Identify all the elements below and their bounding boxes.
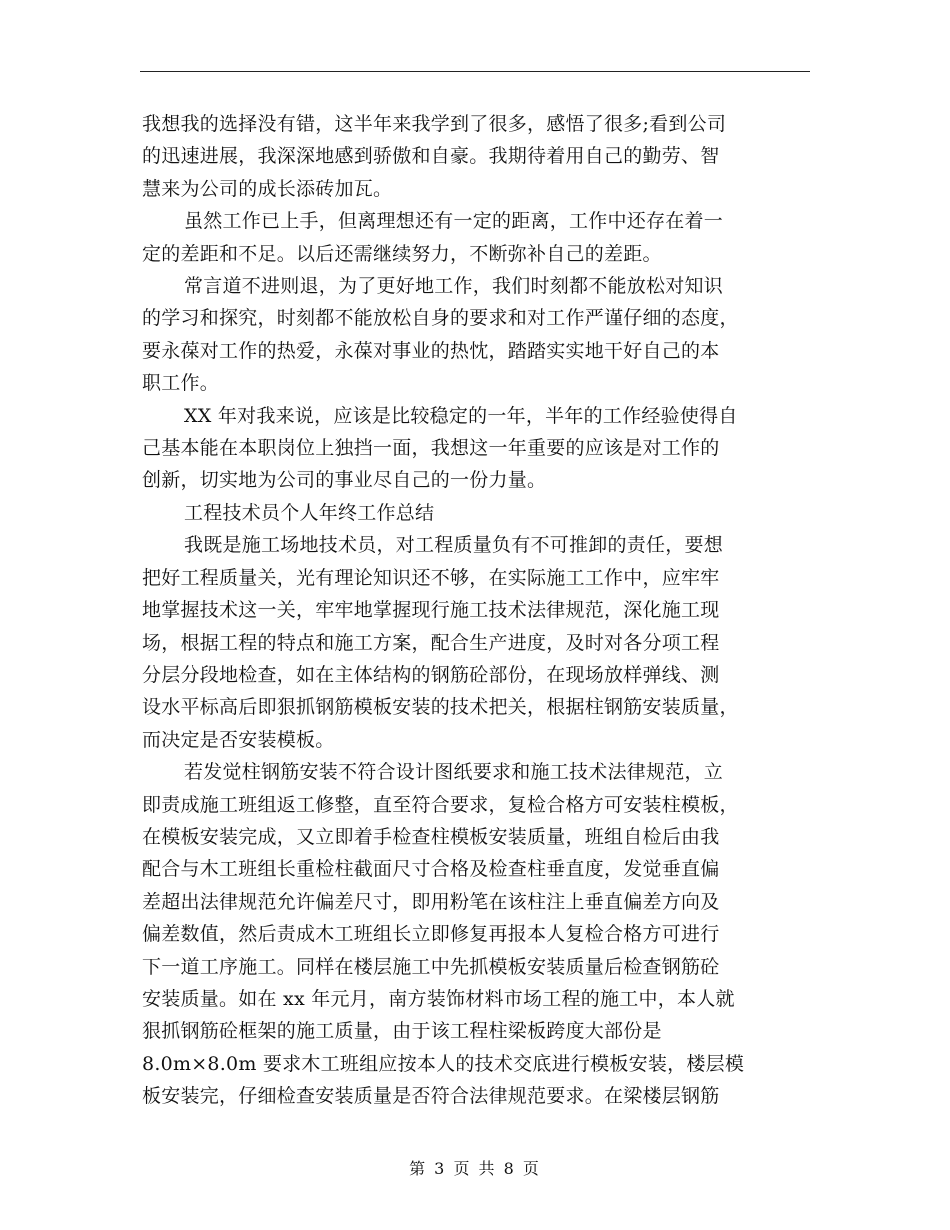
text-line: 分层分段地检查，如在主体结构的钢筋砼部份，在现场放样弹线、测 [142, 663, 720, 686]
text-line: 我想我的选择没有错，这半年来我学到了很多，感悟了很多;看到公司 [142, 113, 727, 135]
text-line: 地掌握技术这一关，牢牢地掌握现行施工技术法律规范，深化施工现 [142, 599, 720, 622]
text-line: 职工作。 [142, 372, 220, 395]
text-line: 而决定是否安装模板。 [142, 728, 335, 751]
text-line: 若发觉柱钢筋安装不符合设计图纸要求和施工技术法律规范，立 [184, 761, 724, 784]
document-body [142, 108, 810, 1113]
text-line: 在模板安装完成，又立即着手检查柱模板安装质量，班组自检后由我 [142, 825, 720, 848]
text-line: 工程技术员个人年终工作总结 [184, 501, 435, 524]
text-line: XX 年对我来说，应该是比较稳定的一年，半年的工作经验使得自 [184, 404, 738, 427]
header-rule [140, 71, 810, 72]
text-line: 慧来为公司的成长添砖加瓦。 [142, 177, 393, 200]
text-line: 创新，切实地为公司的事业尽自己的一份力量。 [142, 469, 547, 492]
text-line: 安装质量。如在 xx 年元月，南方装饰材料市场工程的施工中，本人就 [142, 987, 735, 1010]
text-line: 我既是施工场地技术员，对工程质量负有不可推卸的责任，要想 [184, 534, 724, 557]
text-line: 即责成施工班组返工修整，直至符合要求，复检合格方可安装柱模板， [142, 793, 739, 816]
text-line: 板安装完，仔细检查安装质量是否符合法律规范要求。在梁楼层钢筋 [142, 1085, 720, 1108]
text-line: 的迅速进展，我深深地感到骄傲和自豪。我期待着用自己的勤劳、智 [142, 145, 720, 168]
text-line: 己基本能在本职岗位上独挡一面，我想这一年重要的应该是对工作的 [142, 437, 720, 460]
text-line: 的学习和探究，时刻都不能放松自身的要求和对工作严谨仔细的态度， [142, 307, 739, 330]
text-line: 虽然工作已上手，但离理想还有一定的距离，工作中还存在着一 [184, 210, 724, 233]
text-line: 8.0m×8.0m 要求木工班组应按本人的技术交底进行模板安装，楼层模 [142, 1052, 745, 1075]
text-line: 常言道不进则退，为了更好地工作，我们时刻都不能放松对知识 [184, 275, 724, 298]
text-line: 差超出法律规范允许偏差尺寸，即用粉笔在该柱注上垂直偏差方向及 [142, 890, 720, 913]
text-line: 配合与木工班组长重检柱截面尺寸合格及检查柱垂直度，发觉垂直偏 [142, 858, 720, 881]
text-line: 设水平标高后即狠抓钢筋模板安装的技术把关，根据柱钢筋安装质量， [142, 696, 739, 719]
text-line: 场，根据工程的特点和施工方案，配合生产进度，及时对各分项工程 [142, 631, 720, 654]
text-line: 把好工程质量关，光有理论知识还不够，在实际施工工作中，应牢牢 [142, 566, 720, 589]
text-line: 定的差距和不足。以后还需继续努力，不断弥补自己的差距。 [142, 242, 662, 265]
page-footer: 第 3 页 共 8 页 [409, 1159, 541, 1178]
text-line: 要永葆对工作的热爱，永葆对事业的热忱，踏踏实实地干好自己的本 [142, 339, 720, 362]
text-line: 偏差数值，然后责成木工班组长立即修复再报本人复检合格方可进行 [142, 923, 720, 946]
text-line: 下一道工序施工。同样在楼层施工中先抓模板安装质量后检查钢筋砼 [142, 955, 720, 978]
text-line: 狠抓钢筋砼框架的施工质量，由于该工程柱梁板跨度大部份是 [142, 1020, 662, 1043]
